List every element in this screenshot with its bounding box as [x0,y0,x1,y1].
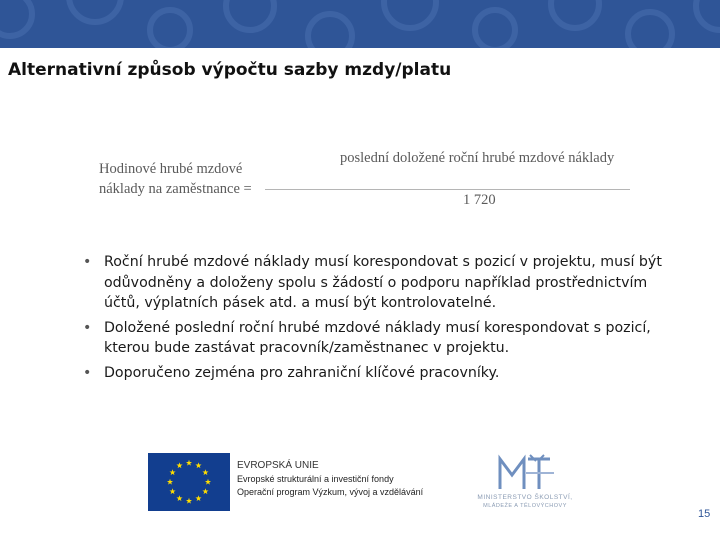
eu-line3: Operační program Výzkum, vývoj a vzdělávání [237,487,424,497]
eu-logo-text [237,459,423,500]
eu-star [205,479,211,485]
formula [95,145,640,215]
eu-line2: Evropské strukturální a investiční fondy [237,473,394,484]
msmt-line2: MLÁDEŽE A TĚLOVÝCHOVY [483,503,567,509]
eu-star [170,469,176,475]
msmt-logo [470,453,580,511]
formula-denominator: 1 720 [463,192,496,208]
bullet-item: • Doložené poslední roční hrubé mzdové náklady musí korespondovat s pozicí, kterou bude zastávat pracovník/zaměstnanec v projektu. [82,318,682,359]
eu-star [176,495,182,501]
eu-star [202,488,208,494]
eu-star [195,495,201,501]
logo-strip [148,451,578,513]
bullet-item: • Roční hrubé mzdové náklady musí korespondovat s pozicí v projektu, musí být odůvodněny a doloženy spolu s žádostí o podporu například prostřednictvím účtů, výplatních pásek atd. a musí být kontrolovatelné. [82,252,682,314]
eu-star [176,462,182,468]
eu-star [170,488,176,494]
eu-stars-icon [148,453,230,511]
eu-star [167,479,173,485]
fraction-bar [265,189,630,190]
page-number: 15 [698,508,711,520]
eu-star [186,460,192,466]
msmt-line1: MINISTERSTVO ŠKOLSTVÍ, [477,494,573,501]
bullet-item: • Doporučeno zejména pro zahraniční klíčové pracovníky. [82,363,682,384]
msmt-monogram-icon [470,453,580,493]
slide-title: Alternativní způsob výpočtu sazby mzdy/platu [8,60,452,80]
eu-star [186,498,192,504]
eu-title: EVROPSKÁ UNIE [237,460,319,471]
formula-lhs-line2: náklady na zaměstnance = [99,181,252,197]
eu-flag-icon [148,453,230,511]
header-pattern-icon [0,0,720,48]
formula-lhs-line1: Hodinové hrubé mzdové [99,161,243,177]
formula-numerator: poslední doložené roční hrubé mzdové náklady [340,150,615,166]
eu-star [202,469,208,475]
formula-lhs [99,159,252,199]
bullet-list [82,252,682,387]
header-band [0,0,720,48]
eu-star [195,462,201,468]
